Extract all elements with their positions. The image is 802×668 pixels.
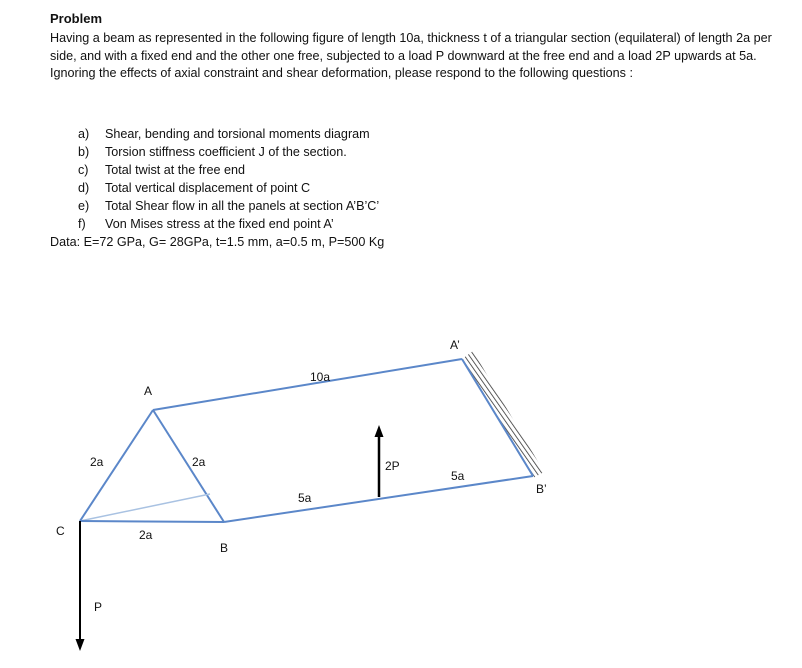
label-a-prime: A’: [450, 338, 460, 352]
label-b-prime: B’: [536, 482, 547, 496]
question-letter: b): [78, 145, 90, 159]
load-p-arrowhead: [76, 639, 85, 651]
question-text: Torsion stiffness coefficient J of the section.: [105, 145, 347, 159]
question-letter: c): [78, 163, 89, 177]
section-hidden-edge: [80, 494, 210, 521]
beam-top-edge: [153, 359, 462, 410]
label-b: B: [220, 541, 229, 555]
load-2p-arrowhead: [375, 425, 384, 437]
question-text: Total twist at the free end: [105, 163, 246, 177]
label-a: A: [144, 384, 153, 398]
label-side-left: 2a: [90, 455, 104, 469]
label-half-bottom: 5a: [298, 491, 312, 505]
problem-title: Problem: [50, 11, 103, 26]
question-letter: a): [78, 127, 90, 141]
problem-statement: Having a beam as represented in the following figure of length 10a, thickness t of a triangular section (equilateral) of length 2a per side, and with a fixed end and the other one free, subjected to a load P downward at the free end and a load 2P upwards at 5a. Ignoring the effects of axial constraint and shear deformation, please respond to the following questions :: [50, 31, 772, 80]
fixed-support-hatch: [462, 351, 544, 478]
section-edge-ab: [153, 410, 224, 522]
label-half-right: 5a: [451, 469, 465, 483]
question-text: Total vertical displacement of point C: [105, 181, 311, 195]
fixed-end-edge: [462, 359, 533, 476]
question-text: Von Mises stress at the fixed end point A’: [105, 217, 334, 231]
label-side-bottom: 2a: [139, 528, 153, 542]
question-letter: f): [78, 217, 86, 231]
label-length-top: 10a: [310, 370, 331, 384]
label-c: C: [56, 524, 65, 538]
question-letter: e): [78, 199, 90, 213]
label-load-2p: 2P: [385, 459, 400, 473]
data-line: Data: E=72 GPa, G= 28GPa, t=1.5 mm, a=0.5 m, P=500 Kg: [50, 235, 385, 249]
label-side-right: 2a: [192, 455, 206, 469]
section-edge-cb: [80, 521, 224, 522]
label-load-p: P: [94, 600, 103, 614]
question-text: Total Shear flow in all the panels at section A’B’C’: [105, 199, 380, 213]
question-text: Shear, bending and torsional moments diagram: [105, 127, 370, 141]
question-letter: d): [78, 181, 90, 195]
